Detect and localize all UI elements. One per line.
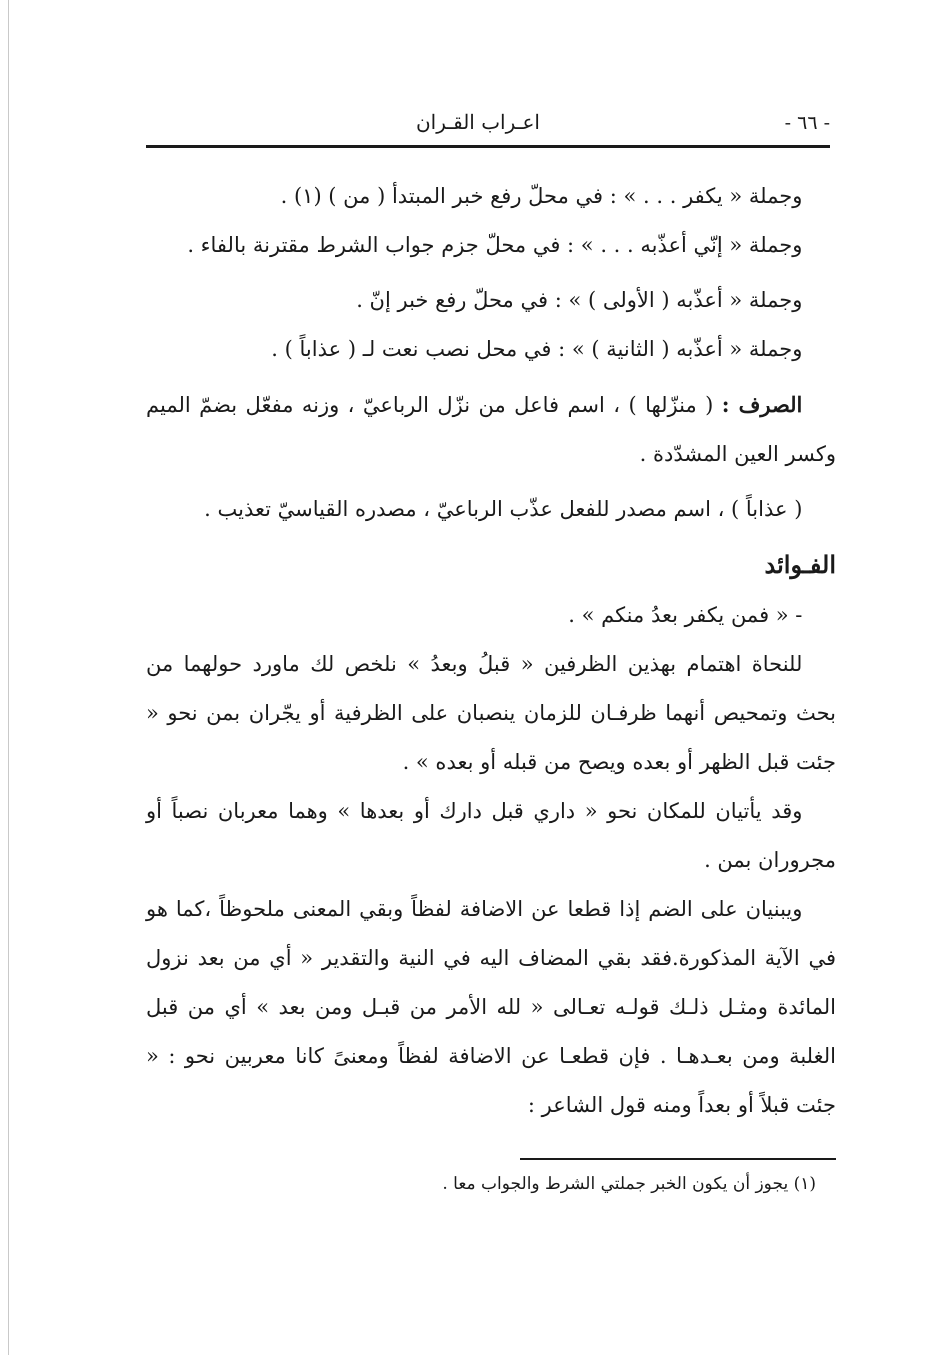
paragraph-6: ( عذاباً ) ، اسم مصدر للفعل عذّب الرباعيّ ، مصدره القياسيّ تعذيب . xyxy=(204,497,803,521)
page-header xyxy=(146,104,830,146)
header-rule xyxy=(146,145,830,148)
footnote: (١) يجوز أن يكون الخبر جملتي الشرط والجواب معا . xyxy=(442,1174,816,1194)
paragraph-8: للنحاة اهتمام بهذين الظرفين « قبلُ وبعدُ » نلخص لك ماورد حولهما من بحث وتمحيص أنهما ظرفـان للزمان ينصبان على الظرفية أو يجّران بمن نحو « جئت قبل الظهر أو بعده ويصح من قبله أو بعده » . xyxy=(146,652,836,774)
paragraph-sarf xyxy=(146,380,836,479)
paragraph-3: وجملة « أعذّبه ( الأولى ) » : في محلّ رفع خبر إنّ . xyxy=(356,288,803,312)
page-body xyxy=(146,172,836,1130)
paragraph-4: وجملة « أعذّبه ( الثانية ) » : في محل نصب نعت لـ ( عذاباً ) . xyxy=(271,337,803,361)
sarf-text: ( منزّلها ) ، اسم فاعل من نزّل الرباعيّ ، وزنه مفعّل بضمّ الميم وكسر العين المشدّدة . xyxy=(146,393,836,466)
paragraph-2: وجملة « إنّي أعذّبه . . . » : في محلّ جزم جواب الشرط مقترنة بالفاء . xyxy=(187,233,803,257)
section-title-fawaid: الفـوائد xyxy=(764,550,836,579)
paragraph-7: - « فمن يكفر بعدُ منكم » . xyxy=(568,603,803,627)
paragraph-10: ويبنيان على الضم إذا قطعا عن الاضافة لفظاً وبقي المعنى ملحوظاً ،كما هو في الآية المذكورة.فقد بقي المضاف اليه في النية والتقدير « أي من بعد نزول المائدة ومثـل ذلـك قولـه تعـالى « لله الأمر من قبـل ومن بعد » أي من قبل الغلبة ومن بعـدهـا . فإن قطعـا عن الاضافة لفظاً ومعنىً كانا معربين نحو : « جئت قبلاً أو بعداً ومنه قول الشاعر : xyxy=(146,897,836,1117)
sarf-term: الصرف : xyxy=(721,392,803,417)
page-number: - ٦٦ - xyxy=(784,112,830,134)
page-edge-line xyxy=(8,0,9,1355)
paragraph-1: وجملة « يكفر . . . » : في محلّ رفع خبر المبتدأ ( من ) (١) . xyxy=(280,184,803,208)
footnote-rule xyxy=(520,1158,836,1160)
running-title: اعـراب القـران xyxy=(415,110,540,134)
paragraph-9: وقد يأتيان للمكان نحو « داري قبل دارك أو بعدها » وهما معربان نصباً أو مجروران بمن . xyxy=(146,799,836,872)
